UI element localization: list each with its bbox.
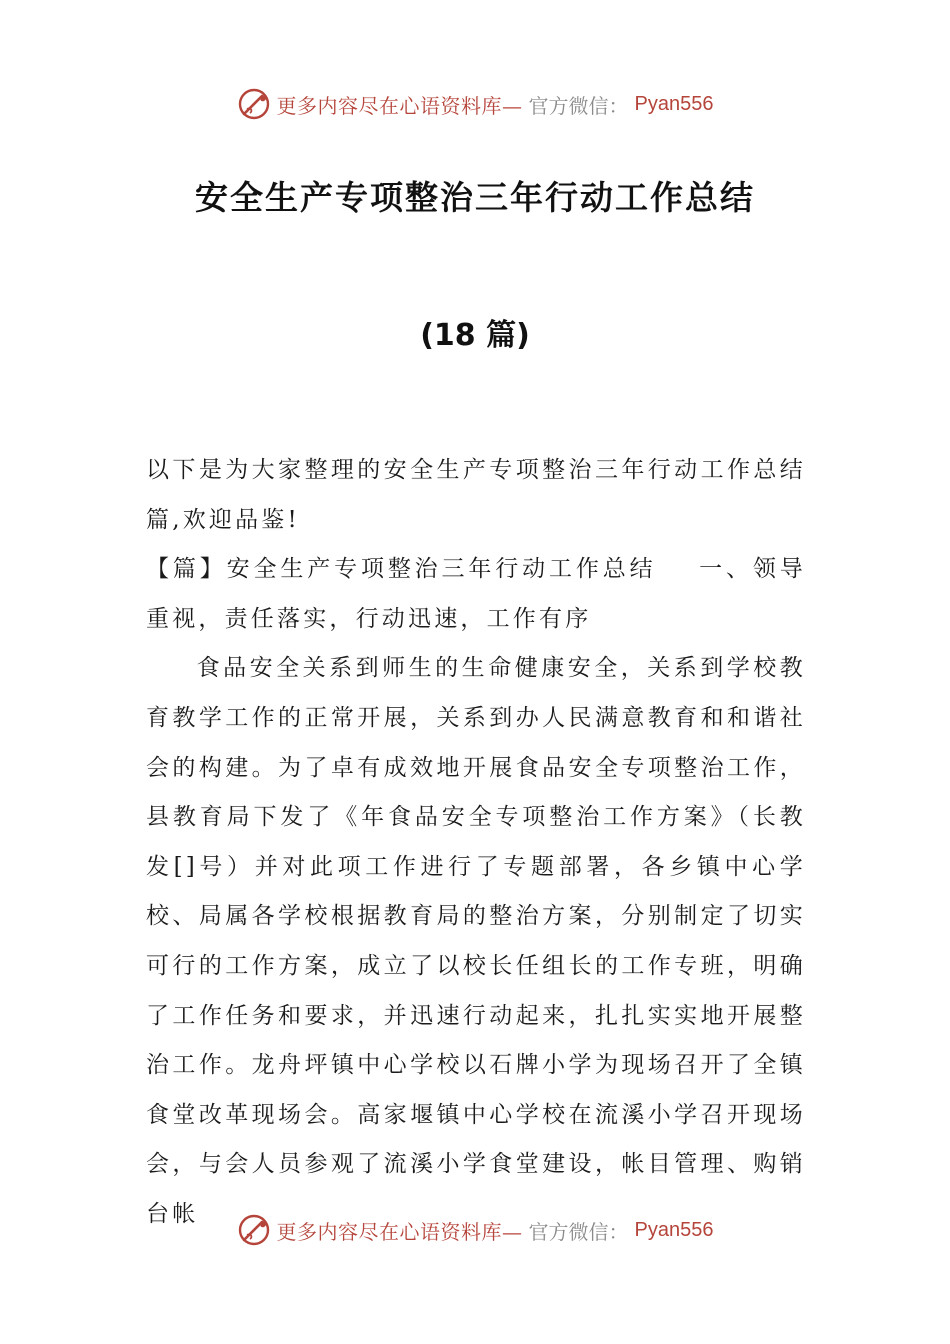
document-count: (18 篇) bbox=[420, 318, 530, 353]
section-heading: 一、领导重视，责任落实，行动迅速，工作有序 bbox=[146, 556, 806, 632]
quill-logo-icon bbox=[237, 87, 271, 121]
quill-logo-icon bbox=[237, 1213, 271, 1247]
banner-wechat-id: Pyan556 bbox=[634, 92, 714, 115]
intro-paragraph: 以下是为大家整理的安全生产专项整治三年行动工作总结篇,欢迎品鉴! bbox=[146, 457, 806, 533]
document-body bbox=[146, 446, 806, 1240]
document-title: 安全生产专项整治三年行动工作总结 bbox=[195, 178, 755, 217]
header-banner bbox=[0, 84, 950, 124]
banner-site-text: 更多内容尽在心语资料库— bbox=[276, 93, 523, 118]
footer-banner bbox=[0, 1210, 950, 1250]
banner-wechat-label: 官方微信： bbox=[528, 1219, 629, 1244]
banner-site-text: 更多内容尽在心语资料库— bbox=[276, 1219, 523, 1244]
section-label: 【篇】安全生产专项整治三年行动工作总结 bbox=[146, 556, 657, 583]
section-heading-paragraph bbox=[146, 545, 806, 644]
banner-wechat-label: 官方微信： bbox=[528, 93, 629, 118]
body-paragraph: 食品安全关系到师生的生命健康安全，关系到学校教育教学工作的正常开展，关系到办人民满意教育和和谐社会的构建。为了卓有成效地开展食品安全专项整治工作，县教育局下发了《年食品安全专项整治工作方案》（长教发[]号）并对此项工作进行了专题部署，各乡镇中心学校、局属各学校根据教育局的整治方案，分别制定了切实可行的工作方案，成立了以校长任组长的工作专班，明确了工作任务和要求，并迅速行动起来，扎扎实实地开展整治工作。龙舟坪镇中心学校以石牌小学为现场召开了全镇食堂改革现场会。高家堰镇中心学校在流溪小学召开现场会，与会人员参观了流溪小学食堂建设，帐目管理、购销台帐 bbox=[146, 655, 806, 1227]
banner-wechat-id: Pyan556 bbox=[634, 1218, 714, 1241]
